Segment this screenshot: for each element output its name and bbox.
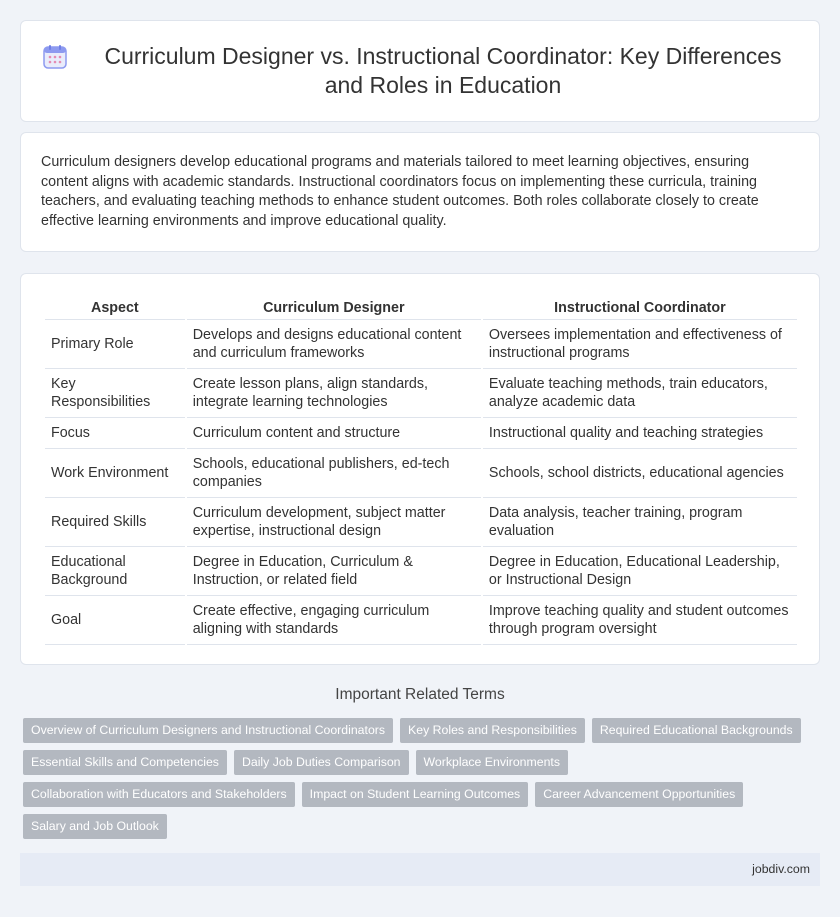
row-aspect: Key Responsibilities (45, 369, 185, 418)
intro-paragraph: Curriculum designers develop educational programs and materials tailored to meet learning objectives, ensuring content aligns with academic standards. Instructional coordinators focus on implementing these curricula, training teachers, and evaluating teaching methods to enhance student outcomes. Both roles collaborate closely to create effective learning environments and improve educational quality. (41, 154, 759, 229)
row-designer: Curriculum development, subject matter expertise, instructional design (187, 498, 481, 547)
row-designer: Create effective, engaging curriculum aligning with standards (187, 596, 481, 645)
table-row (45, 449, 797, 498)
footer-site-link[interactable]: jobdiv.com (752, 862, 810, 876)
row-aspect: Required Skills (45, 498, 185, 547)
row-designer: Curriculum content and structure (187, 418, 481, 449)
tag-row (23, 718, 823, 743)
table-row (45, 320, 797, 369)
intro-card (20, 132, 820, 252)
row-coordinator: Oversees implementation and effectiveness of instructional programs (483, 320, 797, 369)
related-terms-title: Important Related Terms (335, 686, 505, 703)
row-aspect: Goal (45, 596, 185, 645)
row-coordinator: Instructional quality and teaching strategies (483, 418, 797, 449)
header-curriculum-designer: Curriculum Designer (187, 296, 481, 320)
row-coordinator: Data analysis, teacher training, program evaluation (483, 498, 797, 547)
comparison-table (43, 296, 799, 645)
tag-career[interactable]: Career Advancement Opportunities (535, 782, 743, 807)
tag-educational-backgrounds[interactable]: Required Educational Backgrounds (592, 718, 801, 743)
table-row (45, 369, 797, 418)
tag-salary[interactable]: Salary and Job Outlook (23, 814, 167, 839)
row-aspect: Work Environment (45, 449, 185, 498)
footer (20, 853, 820, 886)
row-coordinator: Improve teaching quality and student outcomes through program oversight (483, 596, 797, 645)
row-designer: Degree in Education, Curriculum & Instruction, or related field (187, 547, 481, 596)
row-designer: Schools, educational publishers, ed-tech companies (187, 449, 481, 498)
tag-row (23, 814, 823, 839)
tag-row (23, 750, 823, 775)
row-coordinator: Schools, school districts, educational agencies (483, 449, 797, 498)
table-row (45, 418, 797, 449)
tag-overview[interactable]: Overview of Curriculum Designers and Instructional Coordinators (23, 718, 393, 743)
table-row (45, 498, 797, 547)
table-row (45, 596, 797, 645)
row-coordinator: Degree in Education, Educational Leadership, or Instructional Design (483, 547, 797, 596)
tag-key-roles[interactable]: Key Roles and Responsibilities (400, 718, 585, 743)
row-designer: Create lesson plans, align standards, integrate learning technologies (187, 369, 481, 418)
row-aspect: Educational Background (45, 547, 185, 596)
tag-skills[interactable]: Essential Skills and Competencies (23, 750, 227, 775)
row-aspect: Focus (45, 418, 185, 449)
tag-row (23, 782, 823, 807)
header-aspect: Aspect (45, 296, 185, 320)
row-coordinator: Evaluate teaching methods, train educators, analyze academic data (483, 369, 797, 418)
header-instructional-coordinator: Instructional Coordinator (483, 296, 797, 320)
calendar-icon (41, 43, 69, 71)
comparison-card (20, 273, 820, 665)
page-title: Curriculum Designer vs. Instructional Coordinator: Key Differences and Roles in Education (104, 43, 782, 98)
row-designer: Develops and designs educational content and curriculum frameworks (187, 320, 481, 369)
tag-daily-duties[interactable]: Daily Job Duties Comparison (234, 750, 409, 775)
tag-workplace[interactable]: Workplace Environments (416, 750, 568, 775)
title-card (20, 20, 820, 122)
table-header-row (45, 296, 797, 320)
row-aspect: Primary Role (45, 320, 185, 369)
table-row (45, 547, 797, 596)
tag-collaboration[interactable]: Collaboration with Educators and Stakeholders (23, 782, 295, 807)
related-terms-tags (23, 718, 823, 846)
tag-student-outcomes[interactable]: Impact on Student Learning Outcomes (302, 782, 529, 807)
